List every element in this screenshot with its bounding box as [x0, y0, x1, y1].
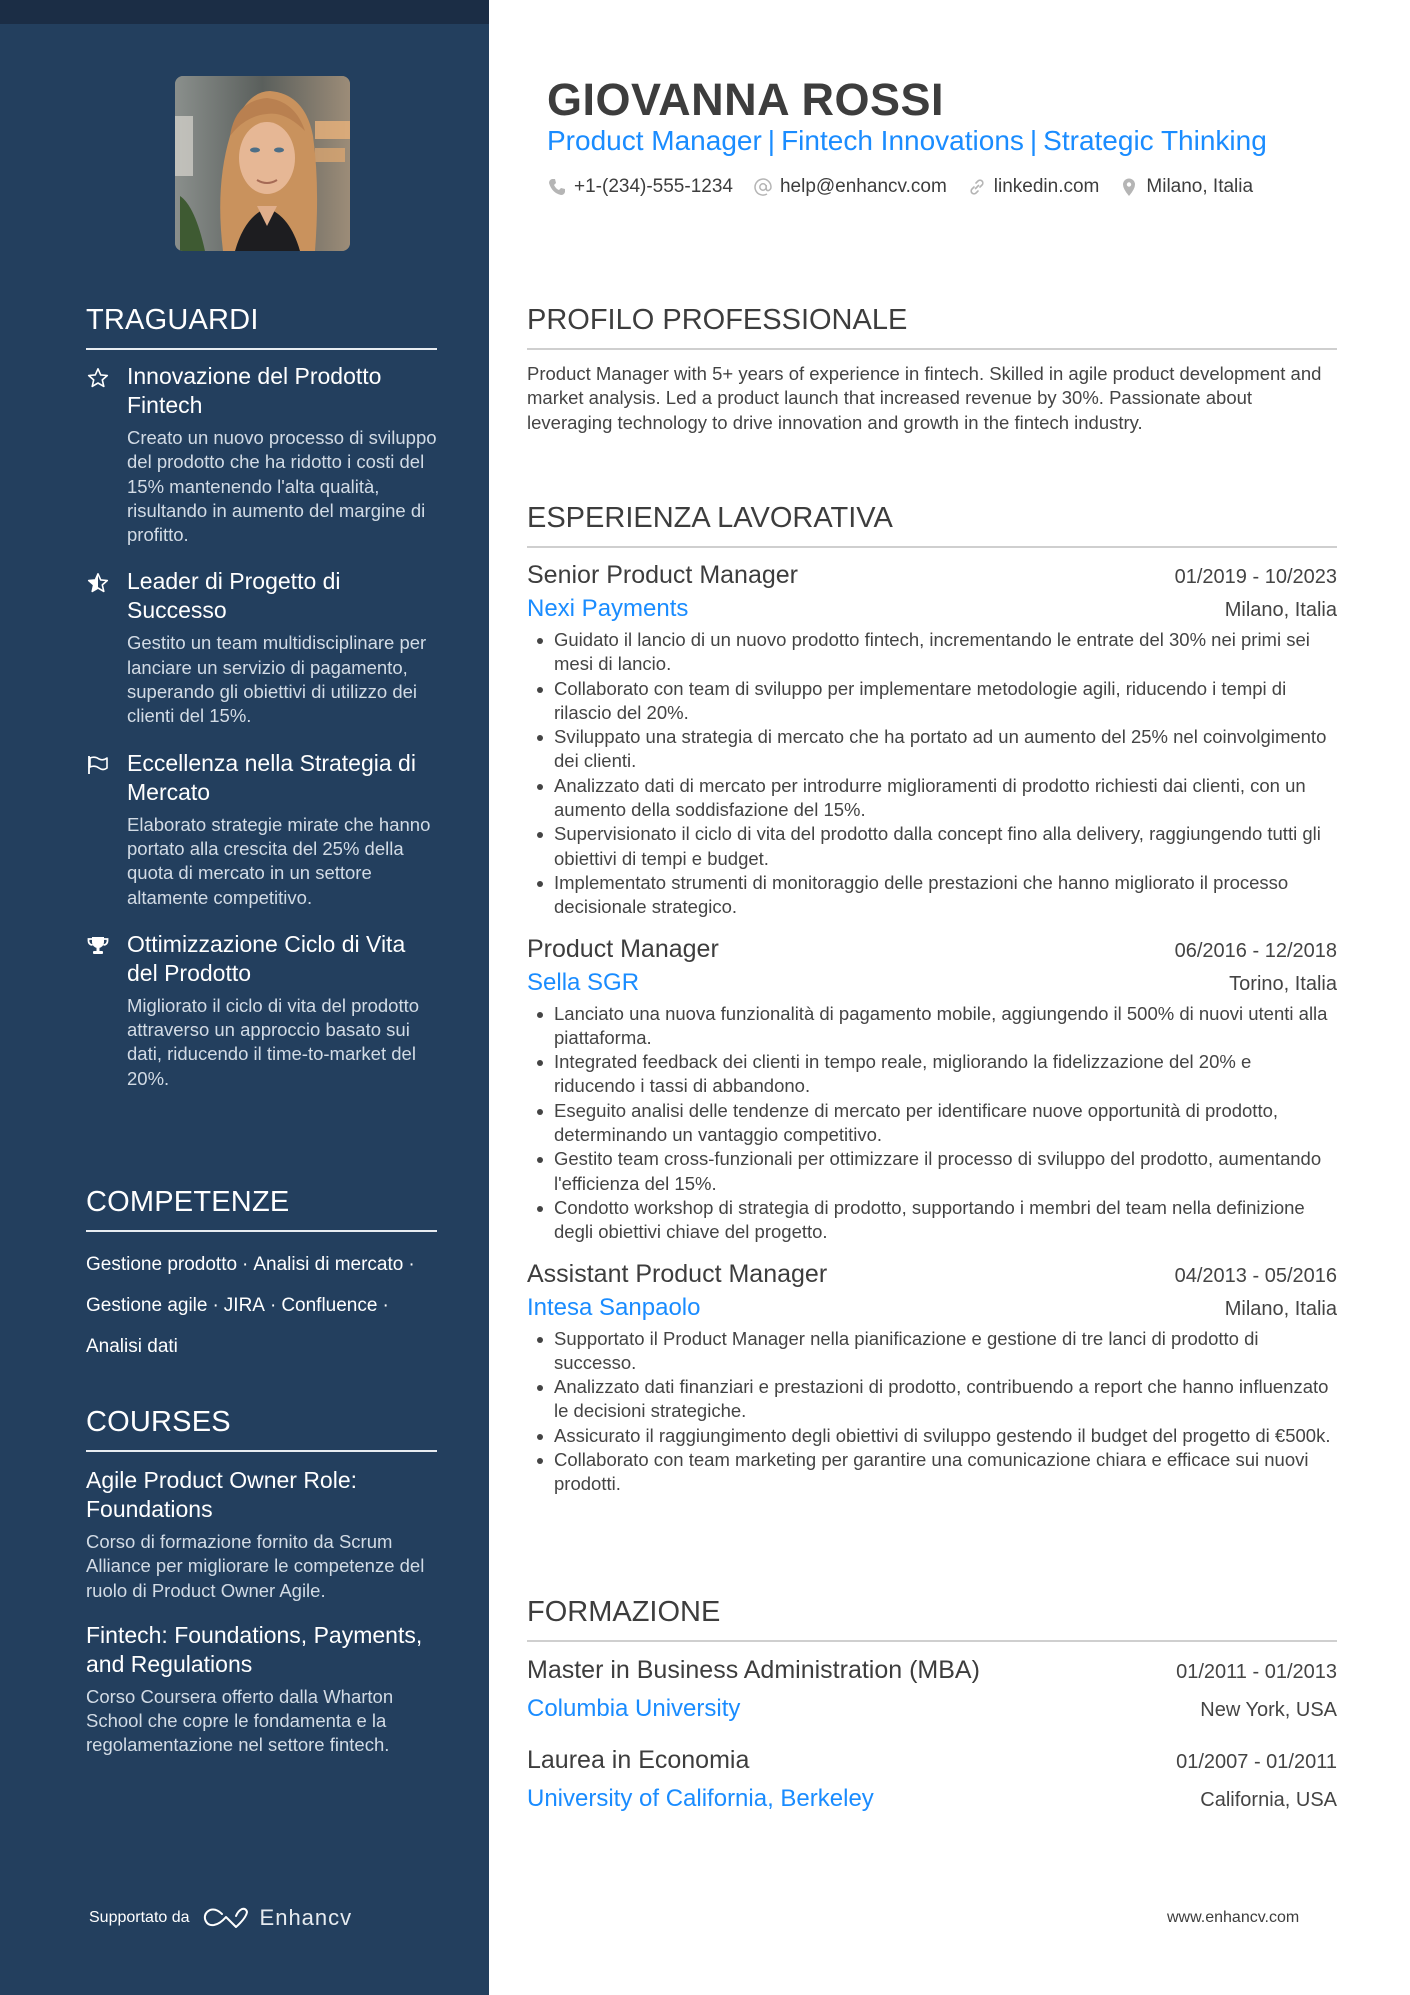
education-location: New York, USA — [1200, 1699, 1337, 1721]
course-description: Corso di formazione fornito da Scrum Alliance per migliorare le competenze del ruolo di Product Owner Agile. — [86, 1531, 425, 1601]
course-title: Fintech: Foundations, Payments, and Regulations — [86, 1621, 423, 1677]
job-location: Milano, Italia — [1224, 599, 1337, 621]
education-entry — [527, 1650, 1337, 1728]
job-dates: 06/2016 - 12/2018 — [1174, 939, 1337, 962]
tagline-item: Fintech Innovations — [781, 125, 1024, 156]
sidebar-top-band — [0, 0, 489, 24]
section-divider — [86, 1230, 437, 1232]
job-dates: 04/2013 - 05/2016 — [1174, 1264, 1337, 1287]
course-description: Corso Coursera offerto dalla Wharton School che copre le fondamenta e la regolamentazione nel settore fintech. — [86, 1685, 394, 1756]
skills-list — [86, 1244, 437, 1367]
bullet-item: Sviluppato una strategia di mercato che ha portato ad un aumento del 25% nel coinvolgimento dei clienti. — [527, 725, 1337, 774]
section-divider — [527, 348, 1337, 350]
flag-icon — [86, 753, 110, 777]
bullet-item: Lanciato una nuova funzionalità di pagamento mobile, aggiungendo il 500% di nuovi utenti alla piattaforma. — [527, 1002, 1337, 1051]
skill-item: JIRA — [223, 1295, 265, 1316]
section-divider — [527, 546, 1337, 548]
experience-section — [527, 500, 1337, 1497]
achievement-title: Ottimizzazione Ciclo di Vita del Prodotto — [127, 930, 406, 986]
achievements-heading: TRAGUARDI — [86, 304, 259, 336]
bullet-item: Collaborato con team marketing per garantire una comunicazione chiara e efficace sui nuovi prodotti. — [527, 1448, 1337, 1497]
skill-separator: · — [242, 1254, 249, 1275]
degree: Master in Business Administration (MBA) — [527, 1656, 980, 1684]
bullet-item: Condotto workshop di strategia di prodotto, supportando i membri del team nella definizione degli obiettivi chiave del progetto. — [527, 1196, 1337, 1245]
summary-heading: PROFILO PROFESSIONALE — [527, 304, 908, 336]
powered-by-label: Supportato da — [89, 1909, 190, 1926]
company-name[interactable]: Intesa Sanpaolo — [527, 1293, 701, 1321]
job-entry — [527, 932, 1337, 1245]
bullet-item: Assicurato il raggiungimento degli obiettivi di sviluppo gestendo il budget del progetto di €500k. — [527, 1424, 1337, 1448]
skill-item: Confluence — [281, 1295, 378, 1316]
bullet-item: Eseguito analisi delle tendenze di mercato per identificare nuove opportunità di prodotto, determinando un vantaggio competitivo. — [527, 1099, 1337, 1148]
education-section — [527, 1594, 1337, 1818]
degree: Laurea in Economia — [527, 1746, 750, 1774]
contact-linkedin[interactable] — [967, 176, 1100, 198]
achievement-description: Creato un nuovo processo di sviluppo del prodotto che ha ridotto i costi del 15% mantenendo l'alta qualità, risultando in aumento del margine di profitto. — [127, 427, 437, 546]
contact-email-text: help@enhancv.com — [779, 176, 947, 197]
tagline-item: Product Manager — [547, 125, 762, 156]
job-bullets — [527, 1327, 1337, 1497]
contact-row — [547, 176, 1273, 198]
enhancv-logo-icon — [202, 1906, 250, 1930]
school-name[interactable]: University of California, Berkeley — [527, 1785, 874, 1812]
job-title: Assistant Product Manager — [527, 1259, 828, 1288]
achievement-item — [86, 749, 437, 910]
skills-heading: COMPETENZE — [86, 1186, 290, 1218]
achievement-title: Eccellenza nella Strategia di Mercato — [127, 749, 416, 805]
job-title: Senior Product Manager — [527, 561, 798, 589]
skill-separator: · — [212, 1295, 219, 1316]
achievement-description: Elaborato strategie mirate che hanno portato alla crescita del 25% della quota di mercato in un settore altamente competitivo. — [127, 813, 431, 908]
contact-phone-text: +1-(234)-555-1234 — [574, 176, 733, 197]
skill-separator: · — [382, 1295, 389, 1316]
achievement-title: Innovazione del Prodotto Fintech — [127, 363, 382, 418]
course-title: Agile Product Owner Role: Foundations — [86, 1467, 358, 1522]
bullet-item: Gestito team cross-funzionali per ottimizzare il processo di sviluppo del prodotto, aumentando l'efficienza del 15%. — [527, 1147, 1337, 1196]
job-title: Product Manager — [527, 934, 719, 963]
skill-item: Gestione agile — [86, 1295, 208, 1316]
summary-text: Product Manager with 5+ years of experience in fintech. Skilled in agile product development and market analysis. Led a product launch that increased revenue by 30%. Passionate about leveraging technology to drive innovation and growth in the fintech industry. — [527, 363, 1322, 433]
skills-section — [86, 1184, 437, 1367]
job-bullets — [527, 1002, 1337, 1245]
course-item — [86, 1466, 437, 1603]
job-location: Torino, Italia — [1229, 972, 1337, 995]
star-half-icon — [86, 571, 110, 595]
profile-photo — [175, 76, 350, 251]
courses-heading: COURSES — [86, 1406, 231, 1438]
school-name[interactable]: Columbia University — [527, 1695, 741, 1722]
skill-item: Gestione prodotto — [86, 1254, 238, 1275]
sidebar — [0, 0, 489, 1995]
candidate-name: GIOVANNA ROSSI — [547, 74, 945, 125]
achievement-item — [86, 567, 437, 728]
skill-item: Analisi dati — [86, 1336, 178, 1357]
tagline — [547, 125, 1267, 157]
tagline-separator: | — [1029, 125, 1038, 156]
bullet-item: Supervisionato il ciclo di vita del prodotto dalla concept fino alla delivery, raggiungendo tutti gli obiettivi di tempi e budget. — [527, 822, 1337, 871]
location-pin-icon — [1119, 177, 1139, 197]
contact-linkedin-text: linkedin.com — [993, 176, 1100, 197]
footer-website-link[interactable]: www.enhancv.com — [1167, 1909, 1300, 1926]
skill-separator: · — [408, 1254, 415, 1275]
tagline-separator: | — [767, 125, 776, 156]
achievement-item — [86, 362, 437, 547]
contact-phone[interactable] — [547, 176, 733, 198]
link-icon — [967, 177, 987, 197]
contact-location-text: Milano, Italia — [1146, 176, 1254, 197]
courses-section — [86, 1404, 437, 1758]
section-divider — [86, 1450, 437, 1452]
skill-separator: · — [269, 1295, 277, 1316]
achievements-section — [86, 302, 437, 1091]
section-divider — [527, 1640, 1337, 1642]
summary-section — [527, 302, 1337, 435]
star-outline-icon — [86, 366, 110, 390]
experience-heading: ESPERIENZA LAVORATIVA — [527, 502, 893, 534]
tagline-item: Strategic Thinking — [1043, 125, 1267, 156]
bullet-item: Analizzato dati di mercato per introdurre miglioramenti di prodotto richiesti dai clienti, con un aumento della soddisfazione del 15%. — [527, 774, 1337, 823]
job-location: Milano, Italia — [1224, 1297, 1337, 1320]
bullet-item: Guidato il lancio di un nuovo prodotto fintech, incrementando le entrate del 30% nei primi sei mesi di lancio. — [527, 628, 1337, 677]
achievement-item — [86, 930, 437, 1091]
company-name[interactable]: Nexi Payments — [527, 595, 689, 622]
section-divider — [86, 348, 437, 350]
at-icon — [753, 177, 773, 197]
phone-icon — [547, 177, 567, 197]
job-entry — [527, 558, 1337, 920]
job-bullets — [527, 628, 1337, 920]
profile-photo-illustration — [175, 76, 350, 251]
bullet-item: Collaborato con team di sviluppo per implementare metodologie agili, riducendo i tempi di rilascio del 20%. — [527, 677, 1337, 726]
company-name[interactable]: Sella SGR — [527, 968, 640, 996]
achievements-list — [86, 362, 437, 1091]
course-item — [86, 1621, 437, 1758]
education-location: California, USA — [1200, 1789, 1337, 1811]
skill-item: Analisi di mercato — [253, 1254, 404, 1275]
powered-by — [89, 1905, 352, 1931]
job-entry — [527, 1257, 1337, 1497]
bullet-item: Supportato il Product Manager nella pianificazione e gestione di tre lanci di prodotto di successo. — [527, 1327, 1337, 1376]
enhancv-brand[interactable]: Enhancv — [259, 1905, 353, 1930]
achievement-description: Gestito un team multidisciplinare per lanciare un servizio di pagamento, superando gli obiettivi di utilizzo dei clienti del 15%. — [127, 632, 427, 727]
education-dates: 01/2007 - 01/2011 — [1176, 1751, 1337, 1773]
education-entry — [527, 1740, 1337, 1818]
contact-email[interactable] — [753, 176, 947, 198]
achievement-title: Leader di Progetto di Successo — [127, 568, 341, 624]
trophy-icon — [86, 934, 110, 958]
bullet-item: Analizzato dati finanziari e prestazioni di prodotto, contribuendo a report che hanno influenzato le decisioni strategiche. — [527, 1375, 1337, 1424]
education-dates: 01/2011 - 01/2013 — [1176, 1661, 1337, 1683]
education-heading: FORMAZIONE — [527, 1596, 721, 1628]
contact-location — [1119, 176, 1253, 198]
bullet-item: Integrated feedback dei clienti in tempo reale, migliorando la fidelizzazione del 20% e riducendo i tassi di abbandono. — [527, 1050, 1337, 1099]
bullet-item: Implementato strumenti di monitoraggio delle prestazioni che hanno migliorato il processo decisionale strategico. — [527, 871, 1337, 920]
achievement-description: Migliorato il ciclo di vita del prodotto attraverso un approccio basato sui dati, riducendo il time-to-market del 20%. — [127, 994, 420, 1089]
job-dates: 01/2019 - 10/2023 — [1174, 566, 1337, 588]
